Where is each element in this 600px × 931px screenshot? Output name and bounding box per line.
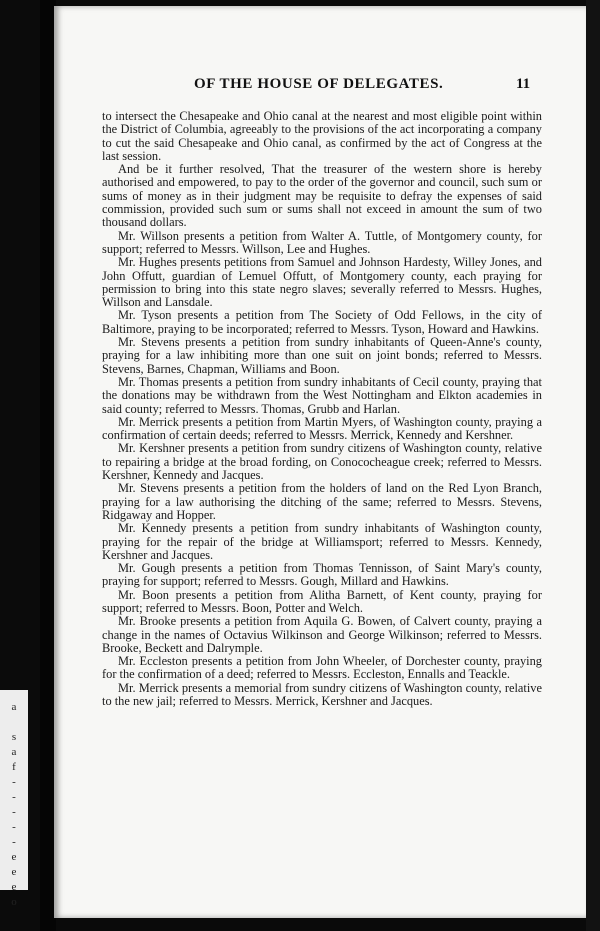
running-head: OF THE HOUSE OF DELEGATES.: [194, 76, 444, 92]
paragraph: Mr. Stevens presents a petition from sundry inhabitants of Queen-Anne's county, praying for a law inhibiting more than one suit on joint bonds; referred to Messrs. Stevens, Barnes, Chapman, Williams and Boon.: [102, 335, 542, 376]
paragraph: Mr. Stevens presents a petition from the holders of land on the Red Lyon Branch, praying for a law authorising the ditching of the same; referred to Messrs. Stevens, Ridgaway and Hopper.: [102, 481, 542, 522]
paragraph: Mr. Eccleston presents a petition from John Wheeler, of Dorchester county, praying for the confirmation of a deed; referred to Messrs. Eccleston, Ennalls and Teackle.: [102, 654, 542, 682]
paragraph: to intersect the Chesapeake and Ohio canal at the nearest and most eligible point within the District of Columbia, agreeably to the provisions of the act incorporating a company to cut the said Chesapeake and Ohio canal, as confirmed by the act of Congress at the last session.: [102, 109, 542, 163]
paragraph: Mr. Tyson presents a petition from The Society of Odd Fellows, in the city of Baltimore, praying to be incorporated; referred to Messrs. Tyson, Howard and Hawkins.: [102, 308, 542, 336]
paragraph: Mr. Hughes presents petitions from Samuel and Johnson Hardesty, Willey Jones, and John Offutt, guardian of Lemuel Offutt, of Montgomery county, each praying for permission to bring into this state negro slaves; severally referred to Messrs. Hughes, Willson and Lansdale.: [102, 255, 542, 310]
book-page: [54, 6, 586, 918]
paragraph: Mr. Brooke presents a petition from Aquila G. Bowen, of Calvert county, praying a change in the names of Octavius Wilkinson and George Wilkinson; referred to Messrs. Brooke, Beckett and Dalrymple.: [102, 614, 542, 655]
paragraph: Mr. Gough presents a petition from Thomas Tennisson, of Saint Mary's county, praying for support; referred to Messrs. Gough, Millard and Hawkins.: [102, 561, 542, 589]
page-number: 11: [516, 76, 531, 92]
paragraph: Mr. Kennedy presents a petition from sundry inhabitants of Washington county, praying for the repair of the bridge at Williamsport; referred to Messrs. Kennedy, Kershner and Jacques.: [102, 521, 542, 562]
paragraph: Mr. Thomas presents a petition from sundry inhabitants of Cecil county, praying that the donations may be withdrawn from the West Nottingham and Elkton academies in said county; referred to Messrs. Thomas, Grubb and Harlan.: [102, 374, 542, 416]
paragraph: Mr. Willson presents a petition from Walter A. Tuttle, of Montgomery county, for support; referred to Messrs. Willson, Lee and Hughes.: [102, 228, 542, 256]
paragraph: Mr. Merrick presents a petition from Martin Myers, of Washington county, praying a confirmation of certain deeds; referred to Messrs. Merrick, Kennedy and Kershner.: [102, 414, 542, 443]
paragraph: And be it further resolved, That the treasurer of the western shore is hereby authorised and empowered, to pay to the order of the governor and council, such sum or sums of money as in their judgment may be requisite to defray the expenses of said commission, provided such sum or sums shall not exceed in amount the sum of two thousand dollars.: [102, 162, 542, 230]
page-header: [54, 76, 586, 102]
paragraph: Mr. Merrick presents a memorial from sundry citizens of Washington county, relative to the new jail; referred to Messrs. Merrick, Kershner and Jacques.: [102, 680, 542, 709]
facing-page-fragments: a s a f - - - - - e e e o: [11, 701, 17, 908]
body-text: [102, 110, 542, 708]
paragraph: Mr. Kershner presents a petition from sundry citizens of Washington county, relative to repairing a bridge at the broad fording, on Conococheague creek; referred to Messrs. Kershner, Kennedy and Jacques.: [102, 441, 542, 483]
right-dark-margin: [586, 0, 600, 931]
paragraph: Mr. Boon presents a petition from Alitha Barnett, of Kent county, praying for support; referred to Messrs. Boon, Potter and Welch.: [102, 587, 542, 615]
